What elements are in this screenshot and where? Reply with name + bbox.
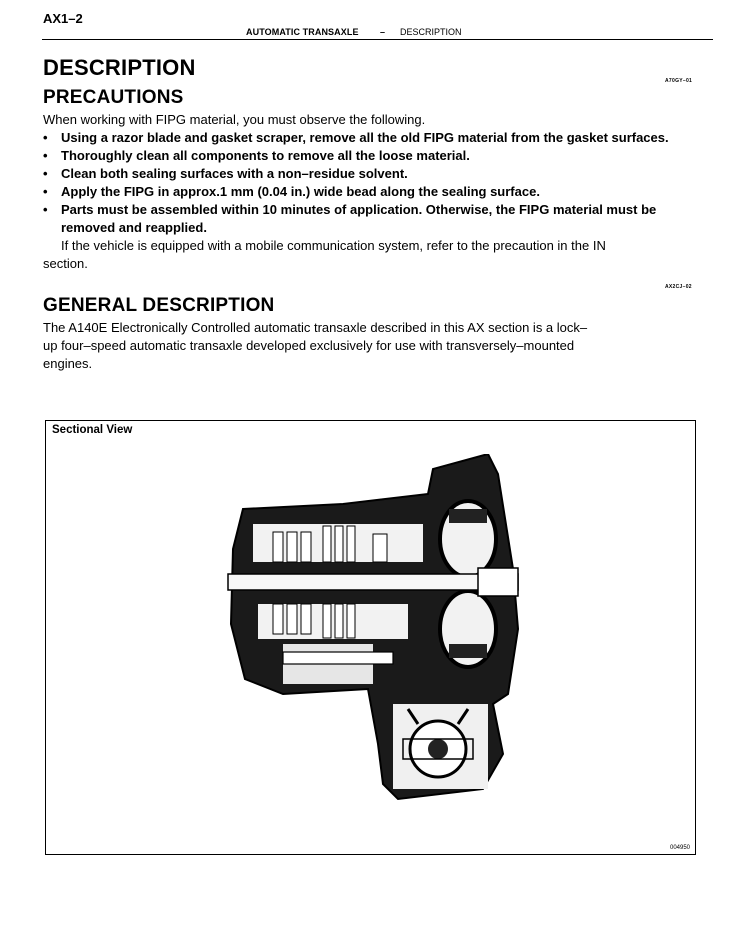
general-line3: engines. bbox=[43, 356, 93, 371]
list-item bbox=[43, 129, 733, 147]
page-number: AX1–2 bbox=[43, 11, 83, 26]
bullet-dot: • bbox=[43, 130, 48, 145]
general-line1: The A140E Electronically Controlled automatic transaxle described in this AX section is a lock– bbox=[43, 320, 588, 335]
header-rule bbox=[42, 39, 713, 40]
precautions-note-line1: If the vehicle is equipped with a mobile communication system, refer to the precaution in the IN bbox=[61, 238, 606, 253]
bullet-dot: • bbox=[43, 202, 48, 217]
bullet-text: Clean both sealing surfaces with a non–residue solvent. bbox=[61, 166, 408, 181]
precautions-list bbox=[43, 129, 733, 237]
list-item bbox=[43, 165, 733, 183]
bullet-text: Thoroughly clean all components to remove all the loose material. bbox=[61, 148, 470, 163]
precautions-heading: PRECAUTIONS bbox=[43, 87, 184, 108]
figure-code: 004950 bbox=[670, 845, 691, 851]
header-title: AUTOMATIC TRANSAXLE bbox=[246, 27, 359, 37]
general-code: AX2CJ–02 bbox=[665, 284, 692, 290]
header-separator: – bbox=[380, 27, 386, 37]
precautions-intro: When working with FIPG material, you must observe the following. bbox=[43, 112, 426, 127]
description-code: A70GY–01 bbox=[665, 78, 693, 84]
list-item bbox=[43, 183, 733, 201]
precautions-note-line2: section. bbox=[43, 256, 88, 271]
bullet-dot: • bbox=[43, 166, 48, 181]
list-item bbox=[43, 147, 733, 165]
bullet-text: Using a razor blade and gasket scraper, remove all the old FIPG material from the gasket surfaces. bbox=[61, 130, 669, 145]
bullet-text: Apply the FIPG in approx.1 mm (0.04 in.) wide bead along the sealing surface. bbox=[61, 184, 540, 199]
general-heading: GENERAL DESCRIPTION bbox=[43, 295, 275, 316]
description-heading: DESCRIPTION bbox=[43, 55, 196, 80]
transaxle-sectional-drawing bbox=[223, 454, 523, 814]
general-line2: up four–speed automatic transaxle developed exclusively for use with transversely–mounted bbox=[43, 338, 575, 353]
list-item bbox=[43, 201, 711, 237]
figure-title: Sectional View bbox=[52, 424, 133, 436]
header-section: DESCRIPTION bbox=[400, 27, 462, 37]
bullet-dot: • bbox=[43, 148, 48, 163]
bullet-text: Parts must be assembled within 10 minutes of application. Otherwise, the FIPG material must be removed and reapplied. bbox=[61, 202, 657, 235]
bullet-dot: • bbox=[43, 184, 48, 199]
